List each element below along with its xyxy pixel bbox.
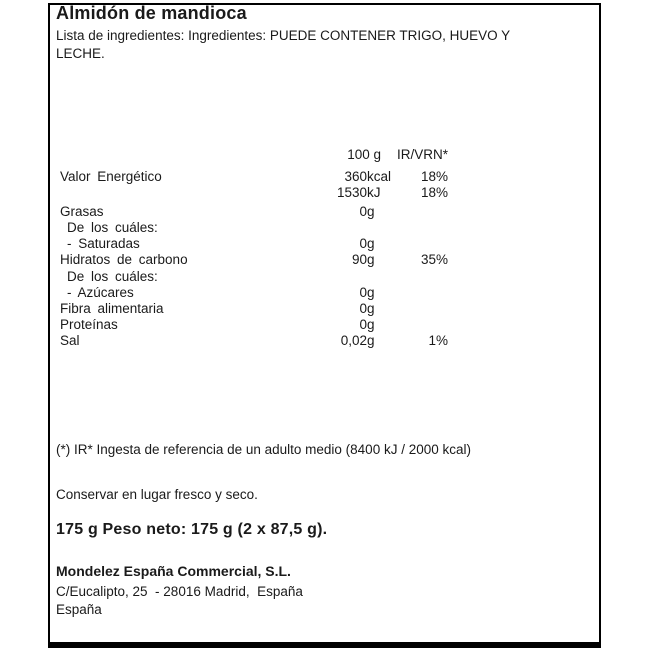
nutrient-amount: 0: [359, 317, 367, 332]
nutrient-amount: 360: [344, 169, 367, 184]
nutrient-label: Valor Energético: [60, 169, 162, 184]
nutrient-unit: g: [367, 301, 375, 316]
nutrient-amount: 0,02: [340, 333, 367, 348]
nutrient-label: De los cuáles:: [67, 269, 158, 284]
nutrient-ri-value: 1%: [428, 333, 448, 348]
nutrient-unit: g: [367, 333, 375, 348]
nutrient-ri-value: 35%: [420, 252, 448, 267]
nutrient-unit: g: [367, 236, 375, 251]
nutrient-label: Fibra alimentaria: [60, 301, 164, 316]
nutrient-label: Grasas: [60, 204, 104, 219]
nutrient-label: Hidratos de carbono: [60, 252, 188, 267]
nutrient-ri-value: 18%: [420, 169, 448, 184]
reference-intake-note: (*) IR* Ingesta de referencia de un adulto medio (8400 kJ / 2000 kcal): [56, 442, 471, 457]
ingredients-text: Lista de ingredientes: Ingredientes: PUEDE CONTENER TRIGO, HUEVO Y LECHE.: [56, 28, 514, 61]
nutrient-amount: 0: [359, 204, 367, 219]
nutrition-row-salt: [50, 332, 599, 349]
manufacturer-name: Mondelez España Commercial, S.L.: [56, 563, 291, 579]
manufacturer-country: España: [56, 602, 102, 617]
nutrient-label: Proteínas: [60, 317, 118, 332]
net-weight: 175 g Peso neto: 175 g (2 x 87,5 g).: [56, 521, 328, 538]
nutrient-label: Sal: [60, 333, 80, 348]
nutrition-row-of-which-fat: [50, 219, 599, 236]
amount-column-header: 100 g: [347, 147, 381, 162]
nutrient-amount: 0: [359, 285, 367, 300]
nutrient-ri-value: 18%: [420, 185, 448, 200]
nutrition-row-protein: [50, 316, 599, 333]
nutrient-label: - Azúcares: [67, 285, 134, 300]
nutrition-row-fibre: [50, 300, 599, 317]
nutrient-unit: g: [367, 204, 375, 219]
nutrient-amount: 90: [351, 252, 367, 267]
ri-column-header: IR/VRN*: [396, 147, 448, 162]
product-title: Almidón de mandioca: [56, 3, 247, 23]
product-label-box: [48, 3, 601, 648]
nutrient-amount: 0: [359, 301, 367, 316]
nutrient-unit: kJ: [367, 185, 381, 200]
nutrient-label: De los cuáles:: [67, 220, 158, 235]
nutrition-row-energy-kj: [50, 184, 599, 201]
nutrition-row-saturates: [50, 235, 599, 252]
nutrition-header-row: [50, 146, 599, 163]
nutrition-row-of-which-carbs: [50, 268, 599, 285]
nutrient-label: - Saturadas: [67, 236, 140, 251]
nutrient-amount: 0: [359, 236, 367, 251]
nutrition-row-fat: [50, 203, 599, 220]
nutrition-row-energy-kcal: [50, 168, 599, 185]
storage-note: Conservar en lugar fresco y seco.: [56, 487, 258, 502]
nutrition-row-carbohydrate: [50, 251, 599, 268]
nutrient-amount: 1530: [336, 185, 367, 200]
nutrient-unit: g: [367, 252, 375, 267]
manufacturer-address: C/Eucalipto, 25 - 28016 Madrid, España: [56, 584, 303, 599]
nutrient-unit: g: [367, 317, 375, 332]
nutrition-row-sugars: [50, 284, 599, 301]
nutrient-unit: kcal: [367, 169, 392, 184]
nutrient-unit: g: [367, 285, 375, 300]
